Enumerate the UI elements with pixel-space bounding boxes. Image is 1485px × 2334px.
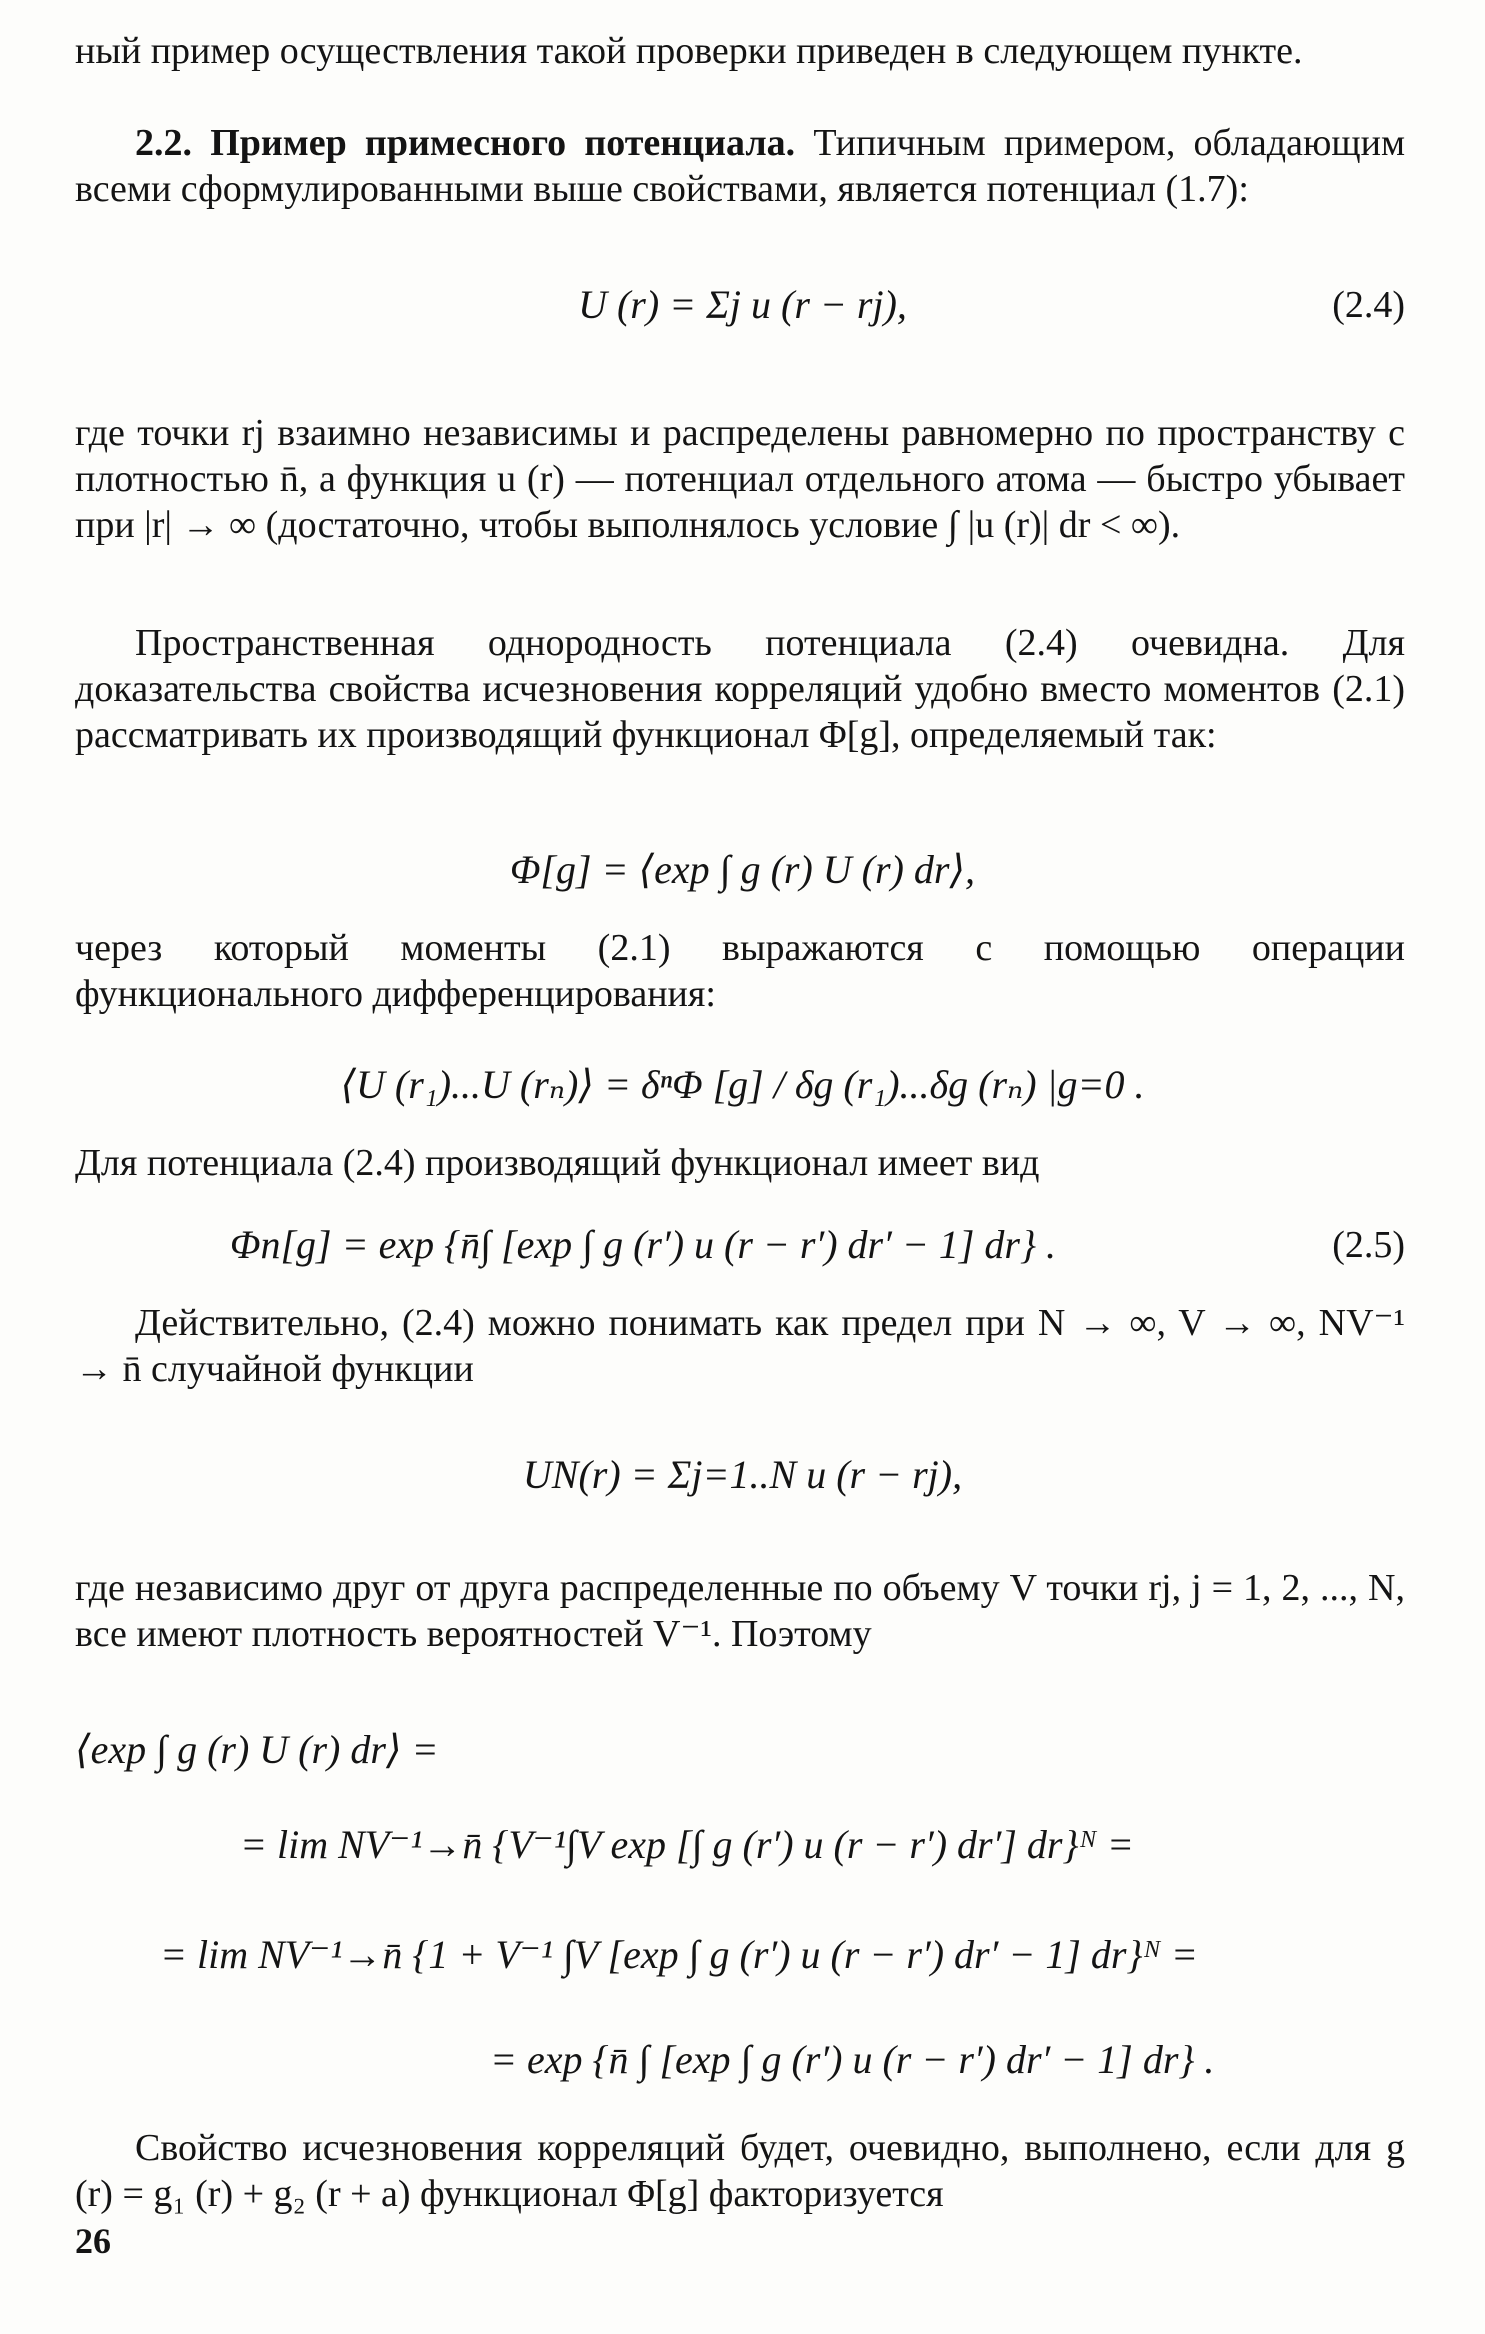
equation-moments-derivative: ⟨U (r₁)...U (rₙ)⟩ = δⁿΦ [g] / δg (r₁)...δg (rₙ) |g=0 . bbox=[340, 1062, 1145, 1107]
paragraph-section-2-2 bbox=[75, 120, 1405, 212]
equation-2-5-number: (2.5) bbox=[1332, 1224, 1405, 1266]
section-heading: 2.2. Пример примесного потенциала. bbox=[135, 122, 796, 164]
equation-chain-line-2: = lim NV⁻¹→n̄ {V⁻¹∫V exp [∫ g (r′) u (r − r′) dr′] dr}ᴺ = bbox=[240, 1822, 1134, 1867]
equation-2-4-number: (2.4) bbox=[1332, 284, 1405, 326]
paragraph-independent: где независимо друг от друга распределенные по объему V точки rj, j = 1, 2, ..., N, все имеют плотность вероятностей V⁻¹. Поэтому bbox=[75, 1567, 1405, 1655]
equation-un: UN(r) = Σj=1..N u (r − rj), bbox=[522, 1452, 963, 1497]
paragraph-generating: Для потенциала (2.4) производящий функционал имеет вид bbox=[75, 1142, 1040, 1184]
equation-chain-line-1: ⟨exp ∫ g (r) U (r) dr⟩ = bbox=[75, 1727, 439, 1772]
paragraph-limit: Действительно, (2.4) можно понимать как предел при N → ∞, V → ∞, NV⁻¹ → n̄ случайной функции bbox=[75, 1302, 1405, 1390]
paragraph-intro: ный пример осуществления такой проверки приведен в следующем пункте. bbox=[75, 30, 1303, 72]
equation-2-4: U (r) = Σj u (r − rj), bbox=[578, 282, 907, 327]
paragraph-moments: через который моменты (2.1) выражаются с помощью операции функционального дифференцирования: bbox=[75, 927, 1405, 1015]
paragraph-homogeneity: Пространственная однородность потенциала (2.4) очевидна. Для доказательства свойства исчезновения корреляций удобно вместо моментов (2.1) рассматривать их производящий функционал Φ[g], определяемый так: bbox=[75, 622, 1405, 756]
equation-chain-line-4: = exp {n̄ ∫ [exp ∫ g (r′) u (r − r′) dr′ − 1] dr} . bbox=[490, 2037, 1215, 2082]
section-text: Типичным примером, обладающим всеми сформулированными выше свойствами, является потенциал (1.7): bbox=[75, 122, 1405, 210]
paragraph-factorization: Свойство исчезновения корреляций будет, очевидно, выполнено, если для g (r) = g₁ (r) + g₂ (r + a) функционал Φ[g] факторизуется bbox=[75, 2127, 1405, 2215]
paragraph-points: где точки rj взаимно независимы и распределены равномерно по пространству с плотностью n̄, а функция u (r) — потенциал отдельного атома — быстро убывает при |r| → ∞ (достаточно, чтобы выполнялось условие ∫ |u (r)| dr < ∞). bbox=[75, 412, 1405, 546]
page-number: 26 bbox=[75, 2221, 111, 2261]
equation-chain-line-3: = lim NV⁻¹→n̄ {1 + V⁻¹ ∫V [exp ∫ g (r′) u (r − r′) dr′ − 1] dr}ᴺ = bbox=[160, 1932, 1198, 1977]
equation-2-5: Φп[g] = exp {n̄∫ [exp ∫ g (r′) u (r − r′) dr′ − 1] dr} . bbox=[230, 1222, 1056, 1267]
equation-generating-functional: Φ[g] = ⟨exp ∫ g (r) U (r) dr⟩, bbox=[509, 847, 976, 892]
